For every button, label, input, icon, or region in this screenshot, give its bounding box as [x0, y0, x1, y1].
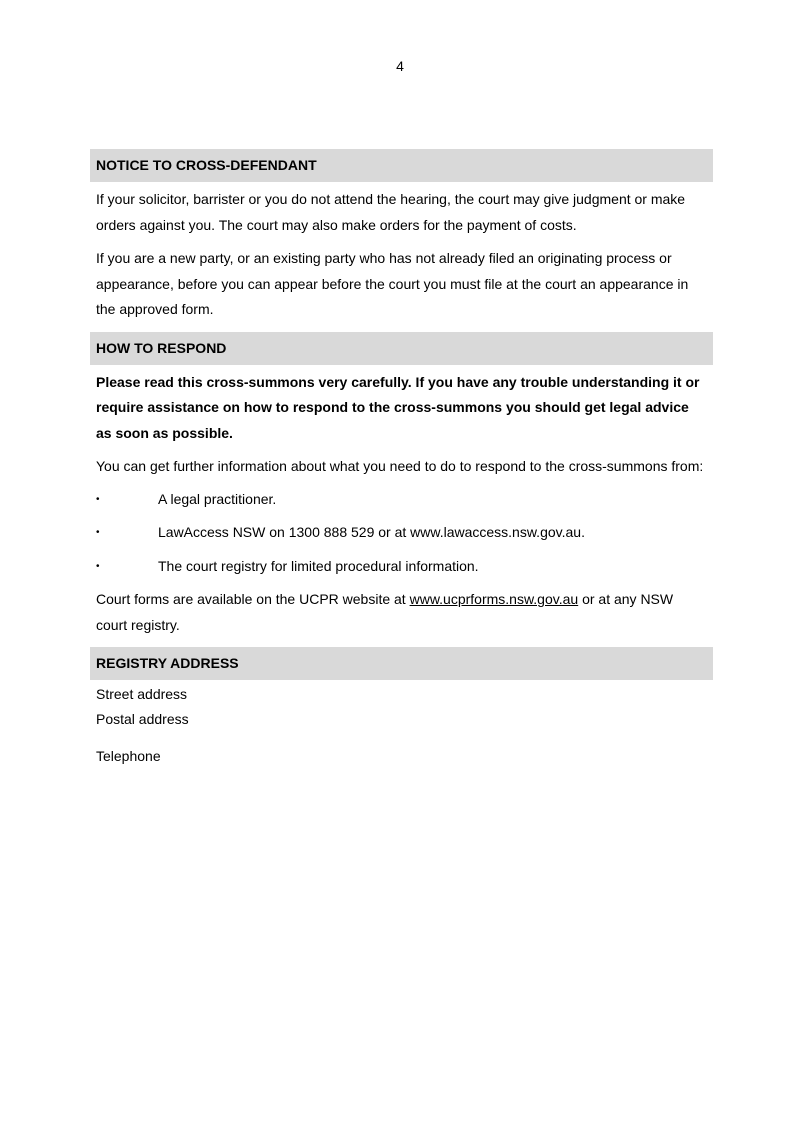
respond-intro-paragraph: You can get further information about what you need to do to respond to the cross-summons from:	[96, 458, 704, 474]
bullet-text: The court registry for limited procedural information.	[158, 557, 479, 574]
street-address-label: Street address	[96, 686, 188, 702]
notice-paragraph-1: If your solicitor, barrister or you do not attend the hearing, the court may give judgment or make orders against you. The court may also make orders for the payment of costs.	[96, 191, 686, 233]
registry-section-heading: REGISTRY ADDRESS	[90, 647, 713, 680]
document-body	[90, 149, 713, 769]
court-forms-suffix: or at any NSW court registry.	[96, 591, 674, 633]
list-item	[96, 487, 707, 513]
respond-bullet-list	[90, 487, 713, 580]
bullet-text: A legal practitioner.	[158, 490, 277, 507]
bullet-icon: •	[96, 493, 100, 505]
court-forms-prefix: Court forms are available on the UCPR website at	[96, 591, 410, 607]
court-forms-paragraph	[90, 587, 713, 638]
page-number: 4	[396, 58, 404, 74]
telephone-label: Telephone	[96, 748, 161, 764]
respond-warning-paragraph: Please read this cross-summons very carefully. If you have any trouble understanding it or require assistance on how to respond to the cross-summons you should get legal advice as soon as possible.	[96, 373, 700, 441]
bullet-icon: •	[96, 527, 100, 538]
bullet-icon: •	[96, 560, 100, 572]
bullet-text: LawAccess NSW on 1300 888 529 or at www.lawaccess.nsw.gov.au.	[158, 524, 585, 540]
list-item	[96, 520, 707, 546]
notice-section-heading: NOTICE TO CROSS-DEFENDANT	[90, 149, 713, 182]
respond-section-heading: HOW TO RESPOND	[90, 332, 713, 365]
notice-paragraph-2: If you are a new party, or an existing party who has not already filed an originating process or appearance, before you can appear before the court you must file at the court an appearance in the approved form.	[96, 250, 689, 317]
list-item	[96, 554, 707, 580]
postal-address-label: Postal address	[96, 711, 189, 727]
ucpr-forms-link[interactable]: www.ucprforms.nsw.gov.au	[409, 591, 579, 607]
